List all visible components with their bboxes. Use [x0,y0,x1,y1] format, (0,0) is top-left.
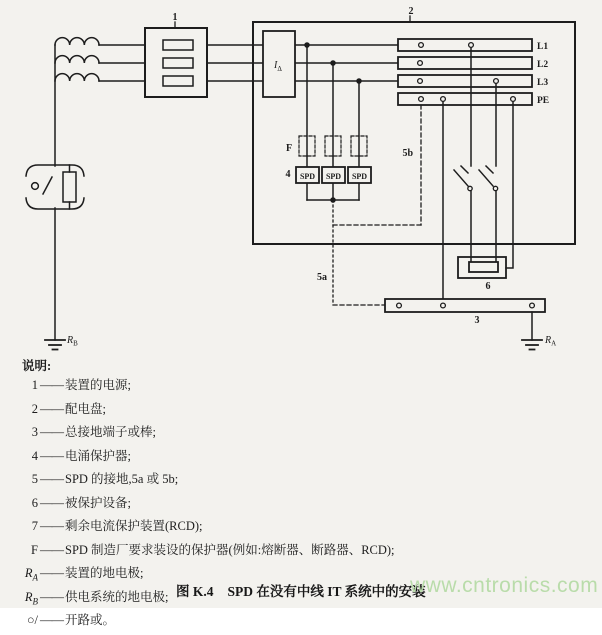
ra-label: $R_A$ [545,335,557,348]
busbar-pe-label: PE [537,96,550,106]
switch-l3 [479,166,498,262]
legend-row-2: 2 —— 配电盘; [31,401,106,416]
protected-equipment-box-6 [458,257,506,278]
ground-symbol-rb [45,340,65,350]
legend-row-ra: $R_A$ —— 装置的地电极; [24,566,144,583]
legend-row-3: 3 —— 总接地端子或棒; [31,425,156,439]
figure-caption [176,580,426,600]
spd-text: SPD [299,172,316,181]
earthing-terminal-bar-3 [385,299,545,312]
open-circuit-or-impedance-symbol [26,165,84,209]
spd-group-label: 4 [285,169,291,180]
legend-row-1: 1 —— 装置的电源; [31,378,131,392]
figure-number: 图 K.4 [176,584,214,599]
legend-row-open-circuit: ○/ —— 开路或。 [26,613,116,627]
legend-row-7: 7 —— 剩余电流保护装置(RCD); [31,519,203,533]
label-5b: 5b [402,148,413,159]
legend-row-rb: $R_B$ —— 供电系统的地电极; [24,589,169,606]
impedance-box [63,172,76,202]
figure-title: SPD 在没有中线 IT 系统中的安装 [227,584,426,599]
rcd-box-7 [263,31,295,97]
phase-conductors [99,45,398,81]
earthing-option-5b [333,105,421,225]
power-source-box-1 [145,22,207,97]
legend-row-5: 5 —— SPD 的接地,5a 或 5b; [31,472,179,486]
legend-row-6: 6 —— 被保护设备; [31,495,131,510]
earthing-option-5a [333,200,385,305]
fuse-element [163,40,193,50]
box2-label: 2 [408,6,414,17]
busbar-l2-label: L2 [537,60,549,70]
busbar-l3-label: L3 [537,78,549,88]
busbar-l1-label: L1 [537,42,549,52]
label-5a: 5a [317,272,327,283]
bar3-label: 3 [474,315,480,326]
f-label: F [285,143,293,154]
ground-symbol-ra [522,340,542,350]
busbars [398,39,532,105]
equipment-label: 6 [485,281,491,292]
box1-label: 1 [172,12,178,23]
open-slash [43,177,52,194]
open-point-circle [32,183,39,190]
rb-label: $R_B$ [67,335,78,348]
spd-text: SPD [325,172,342,181]
legend-heading: 说明: [22,359,52,373]
switch-l1 [454,166,472,262]
source-winding-coils [55,38,99,166]
watermark-text: www.cntronics.com [410,574,599,597]
rcd-label: $I_\Delta$ [274,60,282,73]
fuse-element [163,58,193,68]
spd-text: SPD [351,172,368,181]
fuse-element [163,76,193,86]
legend-row-4: 4 —— 电涌保护器; [31,448,131,463]
legend-row-f: F —— SPD 制造厂要求装设的保护器(例如:熔断器、断路器、RCD); [31,542,395,557]
